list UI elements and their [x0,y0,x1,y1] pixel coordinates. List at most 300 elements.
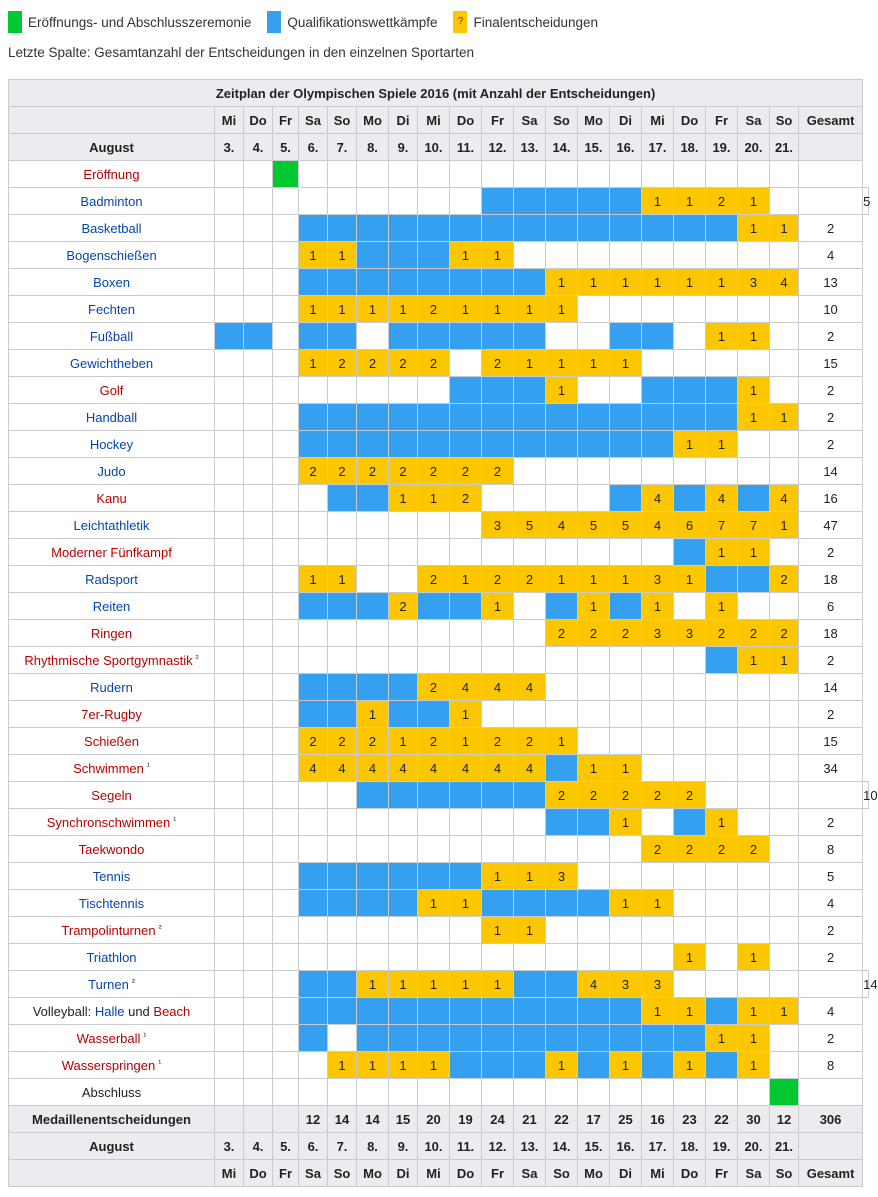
final-cell: 2 [450,485,482,512]
empty-cell [244,512,273,539]
table-row [9,782,869,809]
empty-cell [642,863,674,890]
sport-name-link[interactable]: Golf [99,382,124,398]
empty-cell [215,620,244,647]
final-cell: 4 [770,485,799,512]
date-header: 4. [244,134,273,161]
weekday-header: So [770,1160,799,1187]
sport-name-link[interactable]: Rudern [90,679,133,695]
sport-name-link[interactable]: Synchronschwimmen [46,814,171,830]
final-cell: 1 [610,755,642,782]
empty-cell [299,917,328,944]
empty-cell [299,836,328,863]
empty-cell [244,701,273,728]
empty-cell [482,944,514,971]
empty-cell [770,1052,799,1079]
empty-cell [578,377,610,404]
sport-name-link[interactable]: Trampolinturnen [61,922,156,938]
final-cell: 3 [674,620,706,647]
empty-cell [215,512,244,539]
final-cell: 1 [642,593,674,620]
table-row [9,1052,869,1079]
qualification-cell [418,323,450,350]
qualification-cell [450,377,482,404]
sport-name [9,782,215,809]
medal-count: 30 [738,1106,770,1133]
total-cell: 16 [799,485,863,512]
sport-name-link[interactable]: Ringen [90,625,133,641]
empty-cell [273,296,299,323]
table-row [9,485,869,512]
table-row [9,431,869,458]
qualification-cell [546,1025,578,1052]
final-cell: 1 [642,269,674,296]
empty-cell [674,917,706,944]
qualification-cell [357,431,389,458]
empty-cell [244,188,273,215]
qualification-cell [389,323,418,350]
empty-cell [578,917,610,944]
final-cell: 4 [357,755,389,782]
empty-cell [357,647,389,674]
medal-count: 19 [450,1106,482,1133]
sport-name [9,215,215,242]
empty-cell [273,269,299,296]
qualification-cell [610,323,642,350]
empty-cell [215,593,244,620]
qualification-cell [450,431,482,458]
month-header: August [9,134,215,161]
empty-cell [770,944,799,971]
date-header: 16. [610,1133,642,1160]
weekday-header: So [770,107,799,134]
final-cell: 1 [738,998,770,1025]
sport-name-link[interactable]: Leichtathletik [73,517,150,533]
final-cell: 1 [514,350,546,377]
total-cell [799,161,863,188]
table-row [9,377,869,404]
date-header: 14. [546,1133,578,1160]
sport-name-link[interactable]: Gewichtheben [69,355,154,371]
empty-cell [357,620,389,647]
final-cell: 1 [706,593,738,620]
empty-cell [244,350,273,377]
weekday-header: Mi [642,107,674,134]
empty-cell [244,782,273,809]
final-cell: 1 [389,296,418,323]
qualification-cell [546,404,578,431]
empty-cell [450,1079,482,1106]
empty-cell [674,458,706,485]
sport-name [9,458,215,485]
final-cell: 4 [578,971,610,998]
empty-cell [706,242,738,269]
sport-name [9,863,215,890]
qualification-cell [706,647,738,674]
sport-name-link[interactable]: Kanu [96,490,127,506]
sport-name-link[interactable]: Basketball [81,220,142,236]
final-cell: 1 [514,296,546,323]
date-header: 6. [299,134,328,161]
qualification-cell [299,593,328,620]
sport-name-link[interactable]: 7er-Rugby [81,706,142,722]
table-row [9,269,869,296]
legend-note: Letzte Spalte: Gesamtanzahl der Entscheidungen in den einzelnen Sportarten [8,45,475,60]
final-cell: 3 [610,971,642,998]
empty-cell [273,323,299,350]
sport-name [9,269,215,296]
final-cell: 2 [389,458,418,485]
empty-cell [482,485,514,512]
table-row [9,539,869,566]
date-header: 21. [770,134,799,161]
qualification-cell [450,593,482,620]
weekday-header: Fr [706,1160,738,1187]
qualification-cell [610,998,642,1025]
final-cell: 1 [770,215,799,242]
final-cell: 1 [546,296,578,323]
final-cell: 1 [738,215,770,242]
qualification-cell [546,188,578,215]
empty-cell [273,863,299,890]
qualification-cell [418,782,450,809]
empty-cell [244,404,273,431]
final-cell: 1 [546,1052,578,1079]
sport-name-link[interactable]: Segeln [91,787,132,803]
sport-name-link[interactable]: Reiten [92,598,131,614]
empty-cell [799,971,863,998]
sport-name-link[interactable]: Handball [85,409,138,425]
empty-cell [215,674,244,701]
total-cell: 2 [799,944,863,971]
qualification-cell [450,269,482,296]
empty-cell [770,323,799,350]
legend [8,11,614,33]
empty-cell [357,188,389,215]
empty-cell [215,863,244,890]
final-cell: 1 [482,971,514,998]
sport-name-link[interactable]: Taekwondo [78,841,145,857]
empty-cell [674,863,706,890]
final-cell: 1 [450,701,482,728]
empty-cell [299,485,328,512]
qualification-cell [328,431,357,458]
empty-cell [244,458,273,485]
final-cell: 2 [482,728,514,755]
sport-name-link[interactable]: Bogenschießen [66,247,157,263]
empty-cell [215,836,244,863]
sport-name-link[interactable]: Fußball [89,328,134,344]
empty-cell [770,350,799,377]
empty-cell [706,350,738,377]
final-cell: 5 [610,512,642,539]
empty-cell [215,431,244,458]
medal-row [9,1106,869,1133]
sport-name-link[interactable]: Wasserball [76,1030,141,1046]
date-header: 12. [482,1133,514,1160]
empty-cell [273,350,299,377]
sport-name [9,1079,215,1106]
legend-swatch: ? [453,11,467,33]
empty-cell [514,809,546,836]
empty-cell [273,539,299,566]
qualification-cell [482,269,514,296]
empty-cell [770,674,799,701]
empty-cell [389,377,418,404]
empty-cell [578,296,610,323]
date-header: 7. [328,1133,357,1160]
footer-weekdays [9,1160,869,1187]
total-cell: 4 [799,890,863,917]
qualification-cell [299,674,328,701]
empty-cell [244,1052,273,1079]
final-cell: 1 [610,890,642,917]
empty-cell [244,917,273,944]
date-header: 10. [418,134,450,161]
table-row [9,242,869,269]
empty-cell [273,1025,299,1052]
final-cell: 1 [546,566,578,593]
legend-swatch [267,11,281,33]
empty-cell [706,755,738,782]
empty-cell [674,1079,706,1106]
sport-name-link[interactable]: Halle [94,1003,125,1019]
total-cell: 4 [799,242,863,269]
medal-count [244,1106,273,1133]
sport-name-link[interactable]: Tischtennis [78,895,145,911]
empty-cell [215,998,244,1025]
total-cell: 6 [799,593,863,620]
final-cell: 5 [514,512,546,539]
empty-cell [389,539,418,566]
legend-swatch [8,11,22,33]
sport-name-link[interactable]: Moderner Fünfkampf [51,544,172,560]
qualification-cell [357,242,389,269]
qualification-cell [299,215,328,242]
weekday-header: Sa [738,107,770,134]
empty-cell [215,809,244,836]
final-cell: 1 [514,917,546,944]
sport-name-link[interactable]: Fechten [88,301,135,317]
empty-cell [546,458,578,485]
empty-cell [674,323,706,350]
final-cell: 1 [357,296,389,323]
sport-name-link[interactable]: Schießen [84,733,139,749]
empty-cell [706,296,738,323]
final-cell: 1 [418,890,450,917]
empty-cell [514,242,546,269]
empty-cell [642,809,674,836]
medal-count: 23 [674,1106,706,1133]
total-cell: 13 [799,269,863,296]
sport-name-link[interactable]: Badminton [80,193,143,209]
final-cell: 3 [642,566,674,593]
footnote-marker: ¹ [146,760,150,771]
empty-cell [299,539,328,566]
sport-name-link[interactable]: Rhythmische Sportgymnastik [24,652,193,668]
qualification-cell [389,269,418,296]
table-row [9,944,869,971]
final-cell: 2 [706,620,738,647]
sport-name-link[interactable]: Boxen [93,274,130,290]
sport-name-link[interactable]: Judo [97,463,126,479]
empty-cell [546,539,578,566]
total-cell: 2 [799,647,863,674]
qualification-cell [418,998,450,1025]
final-cell: 2 [418,674,450,701]
qualification-cell [357,593,389,620]
empty-cell [389,188,418,215]
empty-cell [389,917,418,944]
date-header: 13. [514,134,546,161]
final-cell: 1 [328,1052,357,1079]
empty-cell [578,1079,610,1106]
empty-cell [418,377,450,404]
sport-name-link[interactable]: Schwimmen [73,760,144,776]
empty-cell [273,647,299,674]
qualification-cell [450,1052,482,1079]
empty-cell [299,620,328,647]
final-cell: 1 [738,539,770,566]
final-cell: 2 [418,350,450,377]
final-cell: 2 [706,188,738,215]
final-cell: 7 [706,512,738,539]
medal-count: 22 [706,1106,738,1133]
weekday-header: So [546,107,578,134]
sport-name [9,1052,215,1079]
empty-cell [215,161,244,188]
final-cell: 1 [450,242,482,269]
sport-name [9,836,215,863]
empty-cell [273,836,299,863]
empty-cell [357,539,389,566]
final-cell: 1 [738,404,770,431]
empty-cell [578,485,610,512]
empty-cell [482,1079,514,1106]
empty-cell [610,647,642,674]
empty-cell [578,674,610,701]
empty-cell [215,404,244,431]
empty-cell [273,215,299,242]
date-header: 15. [578,134,610,161]
qualification-cell [674,377,706,404]
empty-cell [418,620,450,647]
table-row [9,890,869,917]
empty-cell [578,863,610,890]
sport-name [9,998,215,1025]
empty-cell [578,539,610,566]
empty-cell [357,1079,389,1106]
final-cell: 1 [738,647,770,674]
table-title: Zeitplan der Olympischen Spiele 2016 (mit Anzahl der Entscheidungen) [9,80,863,107]
empty-cell [450,539,482,566]
total-cell: 2 [799,431,863,458]
empty-cell [299,809,328,836]
table-row [9,1079,869,1106]
empty-cell [244,647,273,674]
legend-item [267,11,437,33]
empty-cell [450,647,482,674]
qualification-cell [610,485,642,512]
empty-cell [514,647,546,674]
empty-cell [546,917,578,944]
qualification-cell [328,593,357,620]
qualification-cell [514,782,546,809]
qualification-cell [546,755,578,782]
empty-cell [299,512,328,539]
qualification-cell [578,188,610,215]
qualification-cell [706,1052,738,1079]
empty-cell [215,944,244,971]
final-cell: 2 [514,566,546,593]
weekday-header: Mo [578,107,610,134]
total-cell: 18 [799,620,863,647]
sport-name-link[interactable]: Triathlon [86,949,137,965]
table-row [9,998,869,1025]
qualification-cell [738,485,770,512]
medal-label: Medaillenentscheidungen [9,1106,215,1133]
empty-cell [299,782,328,809]
qualification-cell [514,269,546,296]
medal-count: 24 [482,1106,514,1133]
total-cell: 14 [799,458,863,485]
qualification-cell [642,377,674,404]
header-blank [9,107,215,134]
empty-cell [738,728,770,755]
empty-cell [418,161,450,188]
sport-name-link[interactable]: Radsport [85,571,138,587]
final-cell: 1 [450,971,482,998]
empty-cell [215,890,244,917]
empty-cell [273,431,299,458]
final-cell: 2 [328,350,357,377]
sport-name-link[interactable]: Beach [153,1003,191,1019]
empty-cell [738,296,770,323]
sport-name-link[interactable]: Wasserspringen [61,1057,156,1073]
sport-name [9,971,215,998]
empty-cell [514,161,546,188]
final-cell: 1 [299,296,328,323]
qualification-cell [450,863,482,890]
qualification-cell [299,269,328,296]
date-header: 14. [546,134,578,161]
empty-cell [674,890,706,917]
total-header: Gesamt [799,1160,863,1187]
date-header: 19. [706,134,738,161]
qualification-cell [357,998,389,1025]
final-cell: 1 [770,404,799,431]
final-cell: 4 [482,755,514,782]
sport-name-link[interactable]: Tennis [92,868,131,884]
empty-cell [357,944,389,971]
sport-name-link[interactable]: Turnen [88,976,129,992]
sport-name-link: und [124,1003,154,1019]
qualification-cell [482,323,514,350]
final-cell: 1 [357,971,389,998]
empty-cell [738,431,770,458]
final-cell: 1 [642,188,674,215]
final-cell: 4 [642,485,674,512]
empty-cell [610,539,642,566]
date-header: 13. [514,1133,546,1160]
sport-name-link[interactable]: Hockey [89,436,134,452]
final-cell: 2 [738,836,770,863]
sport-name-link[interactable]: Eröffnung [83,166,140,182]
empty-cell [215,458,244,485]
final-cell: 2 [328,458,357,485]
empty-cell [578,944,610,971]
footnote-marker: ² [195,652,199,663]
